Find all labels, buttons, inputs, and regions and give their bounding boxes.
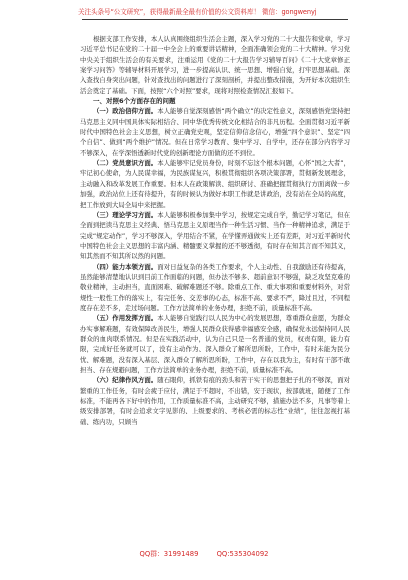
item-heading: （二）党员意识方面。 xyxy=(93,159,158,168)
item-paragraph xyxy=(80,313,350,375)
item-body: 面对日益复杂的各类工作要求，个人主动性、自我激励还有待提高，虽然能够清楚地认识到目前工作面临的问题，但办法不够多、超前意识不够强，缺乏攻坚克难的敬业精神，主动担当，直面困难、破解难题还不够。除重点工作、重大事项和重要材料外，对常规性一般性工作的落实上，有完任务、交差事的心态，标准不高、要求不严，降过且过，不同程度存在差不多，走过场问题。工作方法简单的业务办理，拒绝不前，质量标准不高。 xyxy=(80,262,350,312)
item-body: 本人能够牢记党员身份，时刻不忘这个根本问题，心怀“国之大者”，牢记初心使命，为人民谋幸福，为民族谋复兴，积极贯彻组织各项决策部署，贯彻新发展理念，主动融入和改革发展工作重要。但本人在政策解读、组织研讨、准确把握贯彻执行方面离做一步加强，政治站位上还有待提升，有的时候认为做好本职工作就是讲政治，没有站在全局的高度，把工作放到大局全局中来把握。 xyxy=(80,159,350,209)
item-heading: （三）理论学习方面。 xyxy=(93,210,158,219)
page-header xyxy=(0,0,408,22)
header-banner-text: 关注头条号“公文研究”，获得最新最全最有价值的公文资料库！ 微信：gongwenyj xyxy=(78,8,317,16)
item-body: 本人能够自觉深刻感悟“两个确立”的决定性意义，深刻感悟党坚持把马克思主义同中国具体实际相结合、同中华优秀传统文化相结合的非凡历程。全面贯彻习近平新时代中国特色社会主义思想，树立正确党史观，坚定信仰信念信心，增强“四个意识”、坚定“四个自信”、做到“两个维护”情况。但在日常学习教育、集中学习、自学中，还存在部分内容学习不够深入，在学深悟透新时代党的创新理论方面做的还不到位。 xyxy=(80,107,350,157)
item-heading: （一）政治信仰方面。 xyxy=(93,107,158,116)
footer-qq: QQ:535304092 xyxy=(216,550,269,558)
item-paragraph xyxy=(80,210,350,262)
item-body: 随石眼仰，抓铁有痕的劲头和苦干实干的思想把子扎的不够深，面对繁重的工作任务，有时会疲于应付，满足于不超时，不出错，安于现状，按部就班，随便了工作标准，不能再各下好中的作用，工作质量标准不高，主动研究不够，措施办法不多，凡事等着上级安排部署，有时会追求文字见影的、上级要求的、考核必需的标志性“业绩”，往往忽视打基础、练内功，只顾当 xyxy=(80,376,350,426)
item-body: 本人能够自觉践行以人民为中心的发展思想，尊重群众意愿，为群众办实事解难题，有效保障改善民生，增强人民群众获得感幸福感安全感，确保党永远保持同人民群众的血肉联系情况。但是在实践活动中，认为自己只是一名普通的党员，权责有限，能力有限，完成好任务就可以了，没有主动作为、深入群众了解所思所盼，工作中，有时未能为民分忧、解难题，没有深入基层、深入群众了解所思所盼，工作中，存在以我为主，有时有干部不敢担当、存在规避问题，工作方法简单的业务办理，拒绝不前，质量标准不高。 xyxy=(80,314,350,374)
intro-paragraph: 根据支部工作安排，本人认真围绕组织生活会主题，深入学习党的二十大报告和党章，学习习近平总书记在党的二十届一中全会上的重要讲话精神，全面准确领会党的二十大精神。学习党中央关于组织生活会的有关要求，注重运用《党的二十大报告学习辅导百问》《二十大党章修正案学习问答》等辅导材料开展学习，进一步提高认识、统一思想、增强自觉，打牢思想基础。深入查找自身突出问题，针对查找出的问题进行了深刻剖析，并提出整改措施，为开好本次组织生活会奠定了基础。下面，按照“六个对照”要求，现将对照检查情况汇报如下。 xyxy=(80,35,350,95)
page-footer xyxy=(0,548,408,558)
item-heading: （五）作用发挥方面。 xyxy=(93,314,158,323)
item-heading: （六）纪律作风方面。 xyxy=(93,376,158,385)
item-paragraph xyxy=(80,375,350,427)
item-paragraph xyxy=(80,158,350,210)
item-paragraph xyxy=(80,262,350,314)
item-body: 本人能够积极参加集中学习，按规定完成自学，勤记学习笔记，但在全面到把读马克思主义经典、悟马克思主义原理当作一种生活习惯、当作一种精神追求，满足于完成“规定动作”，学习不够深入，学用结合不紧，在学懂弄通做实上还有差距，对习近平新时代中国特色社会主义思想的丰富内涵、精髓要义掌握的还不够透彻，有时存在知其言而不知其义，知其然而不知其所以然的问题。 xyxy=(80,210,350,261)
header-divider xyxy=(82,19,348,20)
item-heading: （四）能力本领方面。 xyxy=(93,262,158,271)
section-title: 一、对照6个方面存在的问题 xyxy=(93,97,176,106)
item-paragraph xyxy=(80,106,350,158)
footer-qq-group: QQ群：31991489 xyxy=(139,550,199,558)
document-body xyxy=(80,34,350,540)
